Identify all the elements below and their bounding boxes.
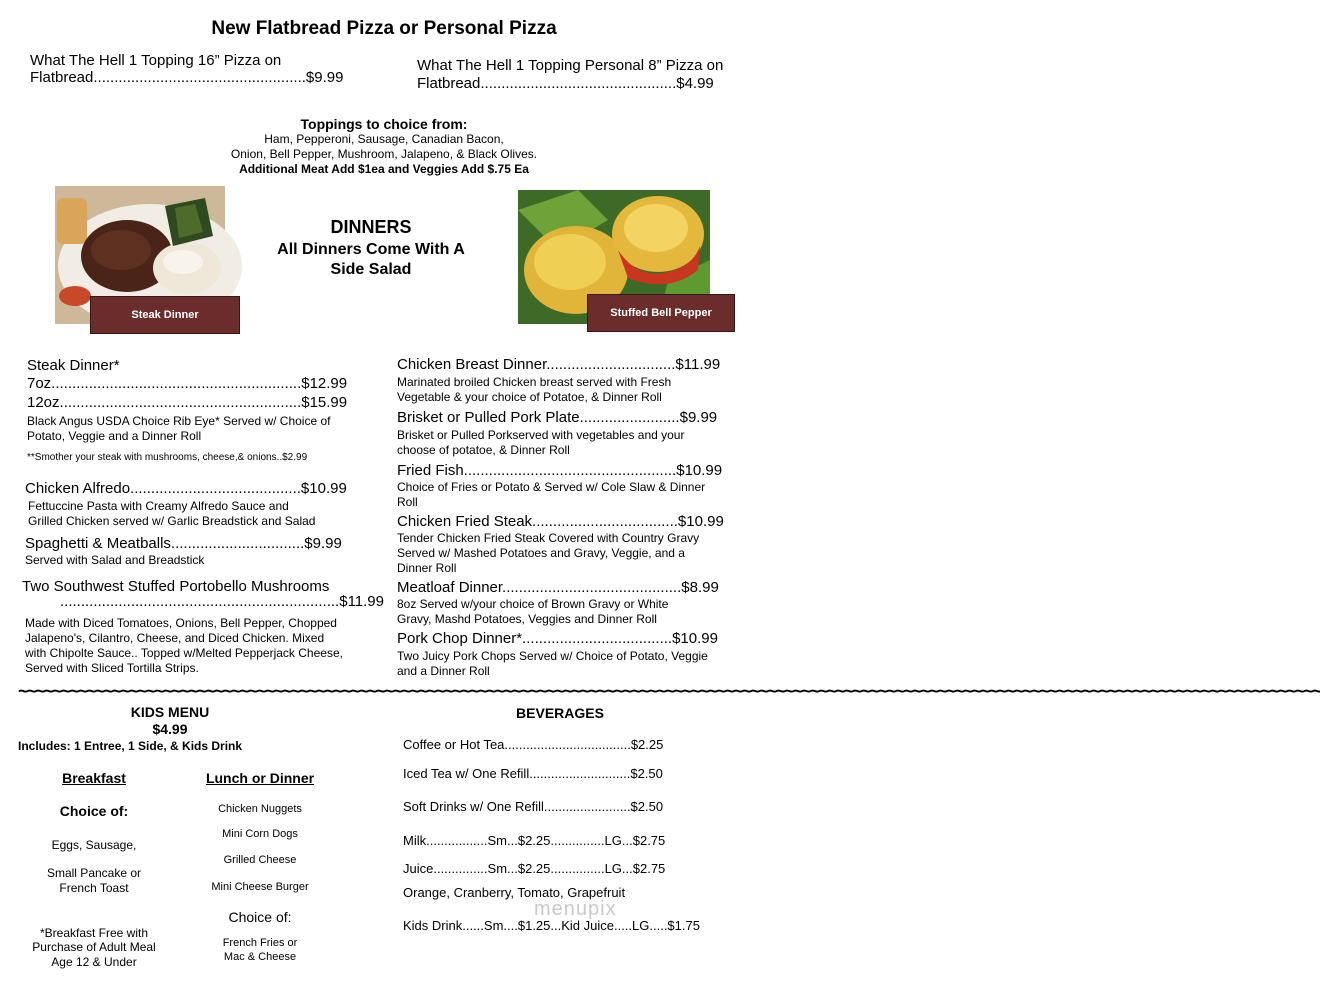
toppings-extra: Additional Meat Add $1ea and Veggies Add $.75 Ea [239,162,529,176]
kids-french-fries: French Fries or [222,937,298,949]
beverage-milk: Milk.................Sm...$2.25...............LG...$2.75 [403,833,666,848]
kids-menu-price: $4.99 [152,721,188,737]
chicken-fried-steak-title: Chicken Fried Steak...................................$10.99 [397,513,724,530]
portobello-desc-1: Made with Diced Tomatoes, Onions, Bell Pepper, Chopped [25,616,337,630]
dinners-subheading-1: All Dinners Come With A [277,241,465,258]
chicken-fried-steak-desc-2: Served w/ Mashed Potatoes and Gravy, Veggie, and a [397,546,685,560]
beverage-soft-drinks: Soft Drinks w/ One Refill........................$2.50 [403,799,664,814]
chicken-fried-steak-desc-1: Tender Chicken Fried Steak Covered with Country Gravy [397,531,700,545]
chicken-breast-desc-1: Marinated broiled Chicken breast served with Fresh [397,375,672,389]
kids-mini-corn-dogs: Mini Corn Dogs [222,828,298,840]
chicken-alfredo-desc-1: Fettuccine Pasta with Creamy Alfredo Sauce and [28,499,289,513]
brisket-title: Brisket or Pulled Pork Plate........................$9.99 [397,409,718,426]
kids-breakfast-choice-of: Choice of: [59,803,129,819]
pork-chop-desc-2: and a Dinner Roll [397,664,490,678]
pizza-16-line2: Flatbread...................................................$9.99 [30,69,344,86]
steak-dinner-caption: Steak Dinner [90,296,240,334]
kids-chicken-nuggets: Chicken Nuggets [218,803,302,815]
fried-fish-desc-2: Roll [397,495,418,509]
fried-fish-desc-1: Choice of Fries or Potato & Served w/ Cole Slaw & Dinner [397,480,706,494]
portobello-desc-4: Served with Sliced Tortilla Strips. [25,661,199,675]
watermark: menupix [534,898,617,920]
beverage-juice-flavors: Orange, Cranberry, Tomato, Grapefruit [403,885,626,900]
steak-desc-2: Potato, Veggie and a Dinner Roll [27,429,202,443]
kids-sides-choice-of: Choice of: [228,909,292,925]
kids-menu-includes: Includes: 1 Entree, 1 Side, & Kids Drink [18,739,243,753]
brisket-desc-2: choose of potatoe, & Dinner Roll [397,443,570,457]
menu-title: New Flatbread Pizza or Personal Pizza [211,18,557,39]
beverage-juice: Juice...............Sm...$2.25...............LG...$2.75 [403,861,666,876]
portobello-title: Two Southwest Stuffed Portobello Mushrooms [22,578,330,595]
pizza-16-line1: What The Hell 1 Topping 16” Pizza on [30,52,282,69]
brisket-desc-1: Brisket or Pulled Porkserved with vegetables and your [397,428,685,442]
kids-menu-title: KIDS MENU [130,704,210,720]
beverage-iced-tea: Iced Tea w/ One Refill............................$2.50 [403,766,663,781]
chicken-alfredo-title: Chicken Alfredo.........................................$10.99 [25,480,347,497]
kids-breakfast-free-2: Purchase of Adult Meal [32,940,156,954]
beverages-title: BEVERAGES [516,705,604,721]
chicken-breast-title: Chicken Breast Dinner...............................$11.99 [397,356,721,373]
portobello-desc-2: Jalapeno's, Cilantro, Cheese, and Diced Chicken. Mixed [25,631,325,645]
kids-breakfast-pancake-2: French Toast [59,881,129,895]
steak-dinner-title: Steak Dinner* [27,357,120,374]
meatloaf-desc-2: Gravy, Mashd Potatoes, Veggies and Dinner Roll [397,612,657,626]
chicken-fried-steak-desc-3: Dinner Roll [397,561,457,575]
steak-desc-1: Black Angus USDA Choice Rib Eye* Served w/ Choice of [27,414,331,428]
steak-7oz-price: 7oz............................................................$12.99 [27,375,348,392]
kids-breakfast-free-3: Age 12 & Under [51,955,137,969]
toppings-line2: Onion, Bell Pepper, Mushroom, Jalapeno, & Black Olives. [230,147,538,161]
portobello-desc-3: with Chipolte Sauce.. Topped w/Melted Pepperjack Cheese, [25,646,343,660]
meatloaf-desc-1: 8oz Served w/your choice of Brown Gravy or White [397,597,669,611]
beverage-coffee: Coffee or Hot Tea...................................$2.25 [403,737,664,752]
stuffed-bell-pepper-caption: Stuffed Bell Pepper [587,294,735,332]
steak-smother-note: **Smother your steak with mushrooms, cheese,& onions..$2.99 [27,452,308,463]
kids-lunch-dinner-heading: Lunch or Dinner [205,770,315,786]
dinners-heading: DINNERS [330,217,412,237]
dinners-subheading-2: Side Salad [330,261,412,278]
meatloaf-title: Meatloaf Dinner...........................................$8.99 [397,579,719,596]
pork-chop-desc-1: Two Juicy Pork Chops Served w/ Choice of Potato, Veggie [397,649,708,663]
tilde-divider: ~~~~~~~~~~~~~~~~~~~~~~~~~~~~~~~~~~~~~~~~~~~~~~~~~~~~~~~~~~~~~~~~~~~~~~~~~~~~~~~~~~~~~~~~~~~~~~~~~~~~~~~~~~~~~~~~~~~~~~~~~~~~~~~~~~~~~~~~~~~~~~~~~~~~~~~~~ [18,681,1320,701]
toppings-line1: Ham, Pepperoni, Sausage, Canadian Bacon, [264,132,504,146]
toppings-heading: Toppings to choice from: [300,116,468,132]
chicken-breast-desc-2: Vegetable & your choice of Potatoe, & Dinner Roll [397,390,662,404]
kids-breakfast-heading: Breakfast [62,770,126,786]
beverage-kids-drink: Kids Drink......Sm....$1.25...Kid Juice.....LG.....$1.75 [403,918,700,933]
kids-grilled-cheese: Grilled Cheese [223,854,297,866]
portobello-price: ...................................................................$11.99 [60,593,384,610]
pizza-8-line1: What The Hell 1 Topping Personal 8” Pizza on [417,57,724,74]
spaghetti-desc: Served with Salad and Breadstick [25,553,205,567]
kids-mini-cheese-burger: Mini Cheese Burger [211,881,309,893]
chicken-alfredo-desc-2: Grilled Chicken served w/ Garlic Breadstick and Salad [28,514,316,528]
steak-12oz-price: 12oz..........................................................$15.99 [27,394,348,411]
pizza-8-line2: Flatbread...............................................$4.99 [417,75,714,92]
kids-breakfast-free-1: *Breakfast Free with [39,926,149,940]
kids-breakfast-pancake-1: Small Pancake or [46,866,142,880]
pork-chop-title: Pork Chop Dinner*....................................$10.99 [397,630,718,647]
kids-breakfast-eggs: Eggs, Sausage, [51,838,137,852]
spaghetti-title: Spaghetti & Meatballs................................$9.99 [25,535,342,552]
kids-mac-cheese: Mac & Cheese [223,951,297,963]
fried-fish-title: Fried Fish...................................................$10.99 [397,462,723,479]
